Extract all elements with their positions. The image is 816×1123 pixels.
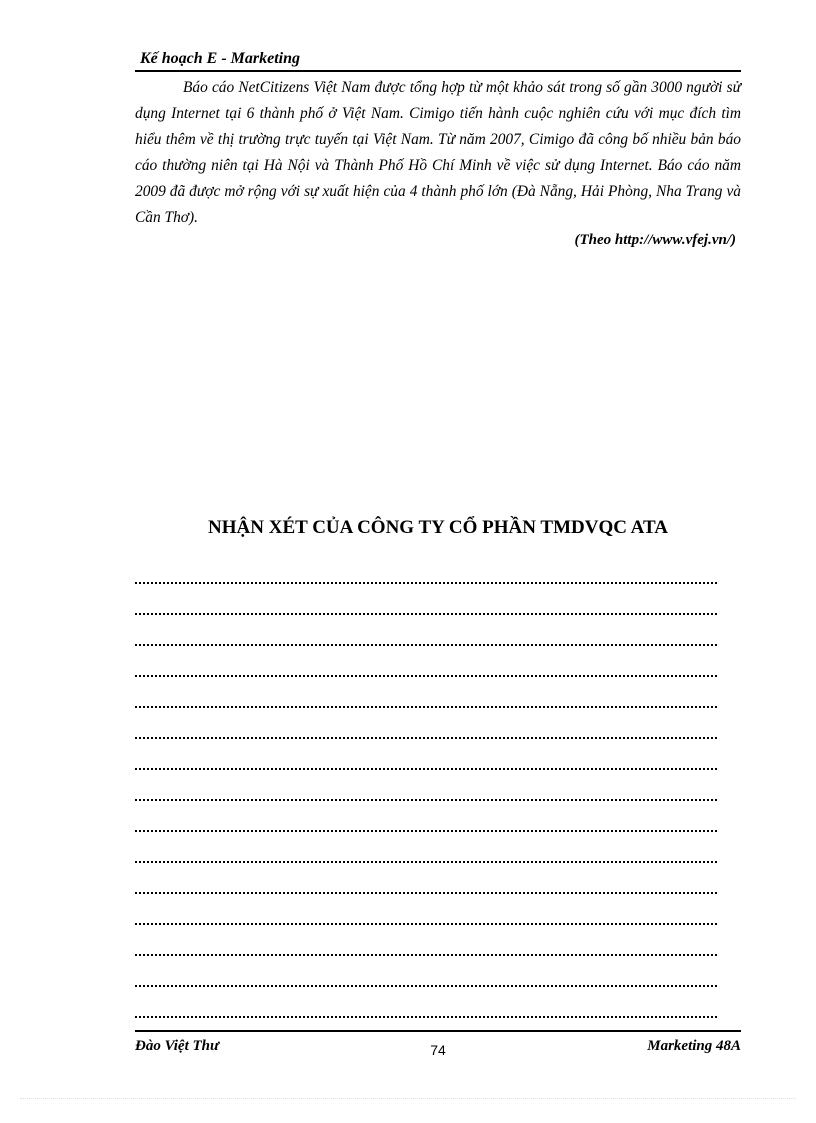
footer-class: Marketing 48A [647, 1038, 741, 1054]
dotted-line [135, 956, 717, 987]
source-citation: (Theo http://www.vfej.vn/) [574, 232, 736, 248]
footer-page-number: 74 [430, 1042, 446, 1058]
page-header [135, 48, 741, 72]
dotted-line [135, 863, 717, 894]
header-title: Kế hoạch E - Marketing [140, 50, 301, 67]
dotted-line [135, 832, 717, 863]
dotted-line [135, 553, 717, 584]
dotted-line [135, 646, 717, 677]
dotted-line [135, 894, 717, 925]
dotted-line [135, 615, 717, 646]
comment-dotted-lines [135, 553, 717, 1018]
dotted-line [135, 584, 717, 615]
dotted-line [135, 987, 717, 1018]
dotted-line [135, 739, 717, 770]
dotted-line [135, 925, 717, 956]
section-title: NHẬN XÉT CỦA CÔNG TY CỔ PHẦN TMDVQC ATA [208, 517, 668, 538]
dotted-line [135, 801, 717, 832]
footer-author: Đào Việt Thư [135, 1038, 219, 1054]
body-paragraph: Báo cáo NetCitizens Việt Nam được tổng hợp từ một khảo sát trong số gần 3000 người sử dụng Internet tại 6 thành phố ở Việt Nam. Cimigo tiến hành cuộc nghiên cứu với mục đích tìm hiểu thêm về thị trường trực tuyến tại Việt Nam. Từ năm 2007, Cimigo đã công bố nhiều bản báo cáo thường niên tại Hà Nội và Thành Phố Hồ Chí Minh về việc sử dụng Internet. Báo cáo năm 2009 đã được mở rộng với sự xuất hiện của 4 thành phố lớn (Đà Nẵng, Hải Phòng, Nha Trang và Cần Thơ). [135, 79, 741, 226]
dotted-line [135, 677, 717, 708]
dotted-line [135, 770, 717, 801]
page-footer [135, 1030, 741, 1062]
dotted-line [135, 708, 717, 739]
page-edge [20, 1098, 796, 1099]
